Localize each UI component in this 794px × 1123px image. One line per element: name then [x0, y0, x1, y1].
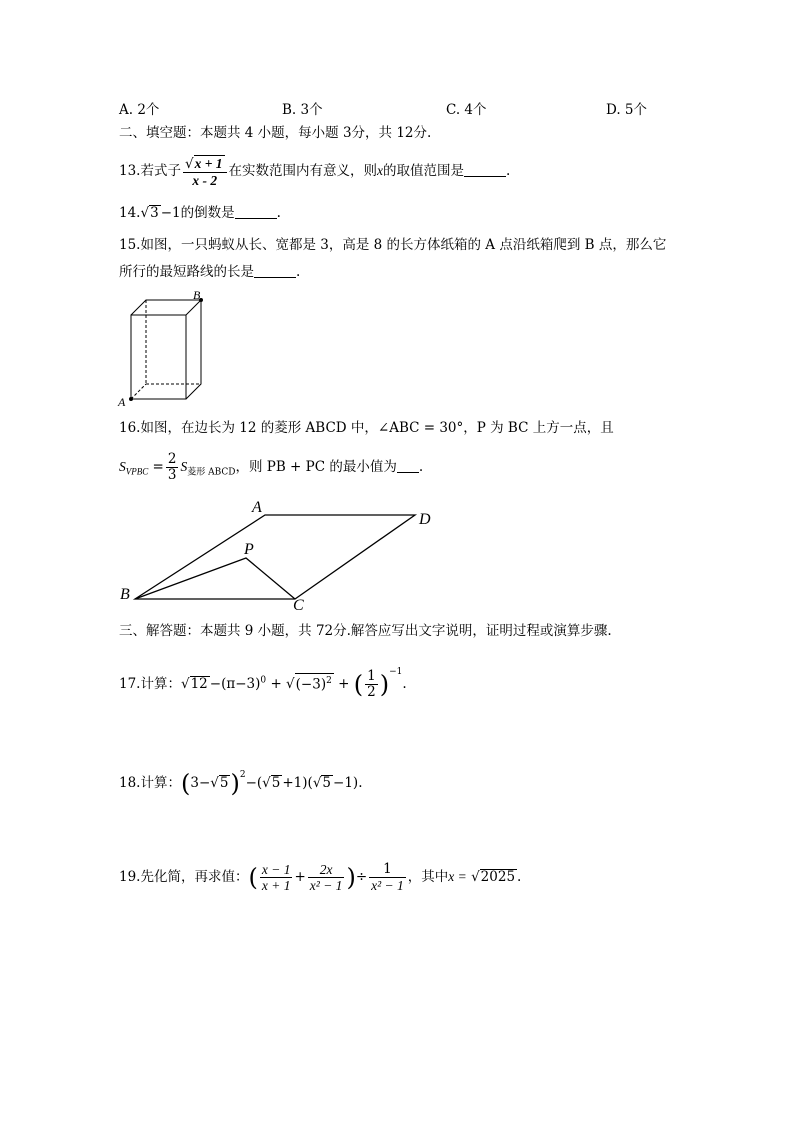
q19-prefix: 19.先化简，再求值： — [119, 869, 249, 885]
q15-end: . — [296, 264, 301, 280]
q13-end: . — [506, 163, 511, 179]
q17-fraction: $\frac{1}{2}$ — [367, 668, 376, 700]
q19-fraction-3: $\frac{1}{\text{x² − 1}}$ — [371, 861, 404, 893]
q18-d: −1) — [333, 775, 359, 791]
q13-var: x — [377, 163, 384, 178]
question-15-line1: 15.如图，一只蚂蚁从长、宽都是 3，高是 8 的长方体纸箱的 A 点沿纸箱爬到 B 点，那么它 — [119, 237, 667, 253]
q16-rhombus-figure — [110, 492, 450, 617]
q18-prefix: 18.计算： — [119, 775, 181, 791]
question-17: 17.计算：$√12 -(\pi-3)^0 + √(-3)^2$ + ( $\frac{1}{2}$ )$^{-1}$. — [119, 667, 407, 700]
label-c: C — [293, 597, 304, 614]
question-14: 14.√3 −1的倒数是 . — [119, 205, 281, 221]
box-top-edge — [186, 300, 201, 315]
q18-b: −( — [245, 775, 263, 791]
question-19: 19.先化简，再求值：( $\frac{x - 1}{x + 1}$ + $\frac{2x}{\text{x² − 1}}$ )÷ $\frac{1}{\text{x² − 1}}$ ，其中x = √2025 . — [119, 861, 522, 893]
q14-prefix: 14. — [119, 205, 141, 221]
q19-fraction-2: $\frac{2x}{\text{x² − 1}}$ — [309, 862, 343, 893]
q14-answer-blank[interactable] — [235, 204, 277, 219]
q19-end: . — [517, 869, 522, 885]
label-a: A — [252, 499, 262, 516]
q16-end: . — [418, 459, 424, 475]
q15-line2-text: 所行的最短路线的长是 — [119, 264, 254, 280]
option-b: B. 3个 — [282, 102, 323, 118]
q14-suffix: 的倒数是 — [180, 205, 235, 221]
q13-suffix-a: 在实数范围内有意义，则 — [228, 163, 378, 179]
q14-end: . — [276, 205, 281, 221]
q17-term-2: −(π−3) — [209, 676, 261, 692]
option-c: C. 4个 — [446, 102, 487, 118]
question-15-line2 — [119, 262, 300, 282]
rhombus-abcd — [135, 515, 415, 599]
q17-exp-2: 0 — [260, 675, 267, 686]
q18-a: 3− — [190, 775, 211, 791]
label-p: P — [244, 541, 254, 558]
q13-denominator: x - 2 — [192, 173, 218, 188]
q19-plus: + — [294, 869, 306, 885]
q17-prefix: 17.计算： — [119, 676, 181, 692]
q14-radicand: 3 — [150, 205, 159, 221]
q16-s-left-sub: VPBC — [125, 466, 149, 477]
point-a — [129, 397, 133, 401]
q17-exp-4: −1 — [389, 667, 403, 677]
q13-prefix: 13.若式子 — [119, 163, 181, 179]
question-16-line2 — [119, 452, 423, 483]
question-18: 18.计算：$(3-√5)^2-(√5 +1)(√5 -1)$. — [119, 769, 363, 798]
q18-radicand-1: 5 — [219, 775, 229, 791]
q18-end: . — [358, 775, 363, 791]
q16-eq: = — [152, 459, 164, 475]
q16-s-left: S — [119, 459, 126, 474]
box-front-face — [131, 315, 186, 399]
section-heading-fill-in: 二、填空题：本题共 4 小题，每小题 3分，共 12分. — [119, 125, 432, 141]
q17-plus-1: + — [270, 676, 282, 692]
q17-radicand-3: (−3) — [295, 676, 327, 692]
q18-c: +1)( — [282, 775, 313, 791]
q13-answer-blank[interactable] — [464, 162, 506, 177]
q19-fraction-1: $\frac{x - 1}{x + 1}$ — [261, 862, 291, 893]
question-16-line1: 16.如图，在边长为 12 的菱形 ABCD 中，∠ABC = 30°，P 为 BC 上方一点，且 — [119, 420, 614, 436]
q16-tail: ，则 PB + PC 的最小值为 — [235, 459, 397, 475]
q16-s-right: S — [180, 459, 188, 474]
q18-exp-1: 2 — [239, 770, 246, 780]
q19-mid: ，其中 — [407, 869, 449, 885]
q18-radicand-2: 5 — [271, 775, 281, 791]
q19-radicand: 2025 — [480, 869, 516, 885]
option-d: D. 5个 — [606, 102, 648, 118]
q17-end: . — [402, 676, 407, 692]
q17-radicand-1: 12 — [190, 676, 208, 692]
q15-answer-blank[interactable] — [254, 263, 296, 278]
q14-minus: −1 — [160, 205, 181, 221]
q18-radicand-3: 5 — [322, 775, 332, 791]
option-a: A. 2个 — [119, 102, 160, 118]
q13-suffix-b: 的取值范围是 — [383, 163, 465, 179]
label-a: A — [118, 395, 126, 409]
q17-plus-2: + — [338, 676, 350, 692]
q17-exp-3: 2 — [326, 675, 332, 686]
q13-numerator: x + 1 — [194, 156, 223, 171]
q15-box-figure — [115, 285, 215, 410]
label-b: B — [120, 586, 130, 603]
q16-fraction: $\frac{2}{3}$ — [167, 451, 177, 483]
question-13 — [119, 155, 510, 188]
q16-s-right-sub: 菱形 ABCD — [187, 467, 236, 478]
label-d: D — [419, 511, 431, 528]
q19-x: x = — [448, 869, 467, 884]
q16-answer-blank[interactable] — [397, 458, 419, 473]
q13-fraction: $\frac{√x + 1}{x - 2}$ — [183, 155, 227, 188]
segments-pb-pc — [135, 558, 295, 599]
q19-div: ÷ — [355, 869, 368, 885]
section-heading-solutions: 三、解答题：本题共 9 小题，共 72分.解答应写出文字说明，证明过程或演算步骤. — [119, 623, 612, 639]
label-b: B — [193, 288, 201, 302]
